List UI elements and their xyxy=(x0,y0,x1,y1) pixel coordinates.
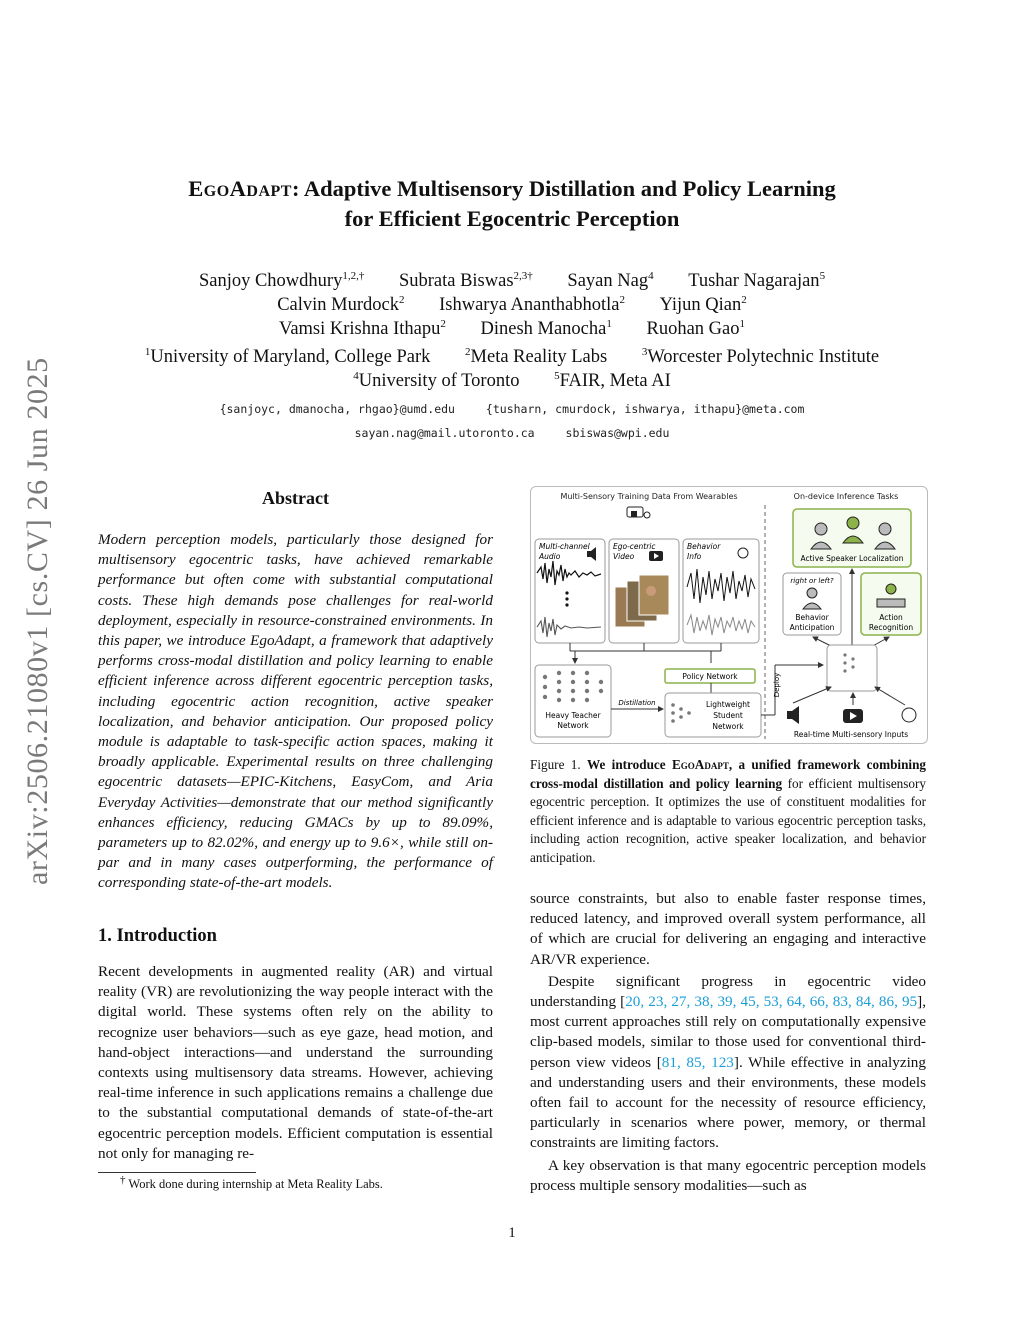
figure-1 xyxy=(530,486,928,744)
author: Ishwarya Ananthabhotla$^2$ xyxy=(439,293,625,315)
affiliation-line-1 xyxy=(100,346,924,370)
teacher-label-2: Network xyxy=(557,721,589,730)
atom-icon xyxy=(902,708,916,722)
affiliation: $^4$University of Toronto xyxy=(353,369,520,391)
author: Yijun Qian$^2$ xyxy=(659,293,747,315)
footnote-rule xyxy=(98,1172,256,1173)
student-label-1: Lightweight xyxy=(705,700,751,709)
intro-right-column xyxy=(530,889,926,1196)
realtime-label: Real-time Multi-sensory Inputs xyxy=(793,730,909,739)
email[interactable]: {tusharn, cmurdock, ishwarya, ithapu}@meta.com xyxy=(485,402,805,416)
citation-links[interactable]: 20, 23, 27, 38, 39, 45, 53, 64, 66, 83, 84, 86, 95 xyxy=(625,993,918,1011)
affiliation-line-2 xyxy=(100,370,924,394)
speaker-icon xyxy=(787,706,799,724)
affiliation: $^5$FAIR, Meta AI xyxy=(554,369,671,391)
intro-paragraph: A key observation is that many egocentric perception models process multiple sensory modalities—such as xyxy=(530,1156,926,1194)
email[interactable]: sbiswas@wpi.edu xyxy=(565,426,670,440)
asl-label: Active Speaker Localization xyxy=(800,554,904,563)
figure-caption: Figure 1. We introduce EgoAdapt, a unified framework combining cross-modal distillation and policy learning for efficient multisensory egocentric perception. It optimizes the use of constituent modalities for efficient inference and is adaptable to various egocentric perception tasks, including action recognition, active speaker localization, and behavior anticipation. xyxy=(530,757,926,865)
ar-label-2: Recognition xyxy=(868,623,914,632)
footnote: † Work done during internship at Meta Reality Labs. xyxy=(120,1173,383,1191)
intro-paragraph: source constraints, but also to enable faster response times, reduced latency, and improved overall system performance, all of which are crucial for delivering an engaging and interactive AR/VR experience. xyxy=(530,890,926,968)
email-line-2 xyxy=(100,421,924,445)
author-line-2 xyxy=(100,294,924,318)
distillation-label: Distillation xyxy=(618,699,656,707)
teacher-label-1: Heavy Teacher xyxy=(545,711,601,720)
video-play-icon xyxy=(843,709,863,723)
page-number: 1 xyxy=(508,1225,516,1241)
video-play-icon xyxy=(649,551,663,561)
author: Tushar Nagarajan$^5$ xyxy=(688,269,826,291)
student-label-2: Student xyxy=(713,711,743,720)
audio-label-2: Audio xyxy=(539,552,561,561)
right-or-left-label: right or left? xyxy=(790,577,834,585)
intro-paragraph: Despite significant progress in egocentric video understanding [20, 23, 27, 38, 39, 45, 53, 64, 66, 83, 84, 86, 95], most current approaches still rely on computationally expensive clip-based models, similar to those used for conventional third-person view videos [81, 85, 123]. While effective in analyzing and understanding users and their environments, these models often fail to account for the necessity of resource efficiency, particularly in scenarios where power, memory, or thermal constraints are limiting factors. xyxy=(530,972,926,1152)
fig-left-header: Multi-Sensory Training Data From Wearables xyxy=(560,492,738,501)
intro-heading: 1. Introduction xyxy=(98,926,217,946)
affiliation: $^1$University of Maryland, College Park xyxy=(144,345,431,367)
ba-label-1: Behavior xyxy=(795,613,829,622)
abstract-text: Modern perception models, particularly those designed for multisensory egocentric tasks, have achieved remarkable performance but often come with substantial computational costs. These high demands pose challenges for real-world deployment, especially in resource-constrained environments. In this paper, we introduce EgoAdapt, a framework that adaptively performs cross-modal distillation and policy learning to enable efficient inference across different egocentric perception tasks, including egocentric action recognition, active speaker localization, and behavior anticipation. Our proposed policy module is adaptable to task-specific action spaces, making it broadly applicable. Experimental results on three challenging egocentric datasets—EPIC-Kitchens, EasyCom, and Aria Everyday Activities—demonstrate that our method significantly enhances efficiency, reducing GMACs by up to 89.09%, parameters up to 82.02%, and energy up to 9.6×, while still on-par and in many cases outperforming, the performance of corresponding state-of-the-art models. xyxy=(98,531,493,892)
student-label-3: Network xyxy=(712,722,744,731)
citation-links[interactable]: 81, 85, 123 xyxy=(661,1053,734,1071)
email[interactable]: {sanjoyc, dmanocha, rhgao}@umd.edu xyxy=(219,402,455,416)
behavior-label-1: Behavior xyxy=(687,542,721,551)
email[interactable]: sayan.nag@mail.utoronto.ca xyxy=(354,426,535,440)
video-label-2: Video xyxy=(613,552,635,561)
affiliation: $^3$Worcester Polytechnic Institute xyxy=(641,345,880,367)
behavior-label-2: Info xyxy=(687,552,702,561)
email-line-1 xyxy=(100,397,924,421)
policy-label: Policy Network xyxy=(682,672,738,681)
ba-label-2: Anticipation xyxy=(789,623,835,632)
deploy-label: Deploy xyxy=(773,672,781,698)
author: Sayan Nag$^4$ xyxy=(567,269,654,291)
author-line-1 xyxy=(100,270,924,294)
author: Calvin Murdock$^2$ xyxy=(277,293,405,315)
arxiv-sidebar-stamp: arXiv:2506.21080v1 [cs.CV] 26 Jun 2025 xyxy=(21,357,54,885)
intro-left-paragraph: Recent developments in augmented reality (AR) and virtual reality (VR) are revolutionizing the way people interact with the digital world. These systems often rely on the ability to recognize user behaviors—such as eye gaze, head motion, and hand-object interactions—and understand the surrounding contexts using multisensory data streams. However, achieving real-time inference in such applications remains a challenge due to the substantial computational demands of state-of-the-art egocentric perception models. Efficient computation is essential not only for managing re- xyxy=(98,963,493,1162)
author: Dinesh Manocha$^1$ xyxy=(480,317,612,339)
fig-right-header: On-device Inference Tasks xyxy=(793,492,899,501)
author: Sanjoy Chowdhury$^{1,2,\dagger}$ xyxy=(198,269,365,291)
author-line-3 xyxy=(100,318,924,342)
video-label-1: Ego-centric xyxy=(613,542,656,551)
affiliation: $^2$Meta Reality Labs xyxy=(465,345,608,367)
ar-label-1: Action xyxy=(879,613,903,622)
abstract-heading: Abstract xyxy=(262,488,329,508)
paper-title: EgoAdapt: Adaptive Multisensory Distillation and Policy Learning for Efficient Egocentric Perception xyxy=(188,176,836,231)
author: Subrata Biswas$^{2,3\dagger}$ xyxy=(398,269,533,291)
figure-diagram xyxy=(531,487,927,743)
method-name: EgoAdapt xyxy=(188,176,292,201)
author: Vamsi Krishna Ithapu$^2$ xyxy=(279,317,446,339)
smart-glasses-icon xyxy=(627,507,650,518)
author: Ruohan Gao$^1$ xyxy=(646,317,745,339)
audio-label-1: Multi-channel xyxy=(539,542,590,551)
